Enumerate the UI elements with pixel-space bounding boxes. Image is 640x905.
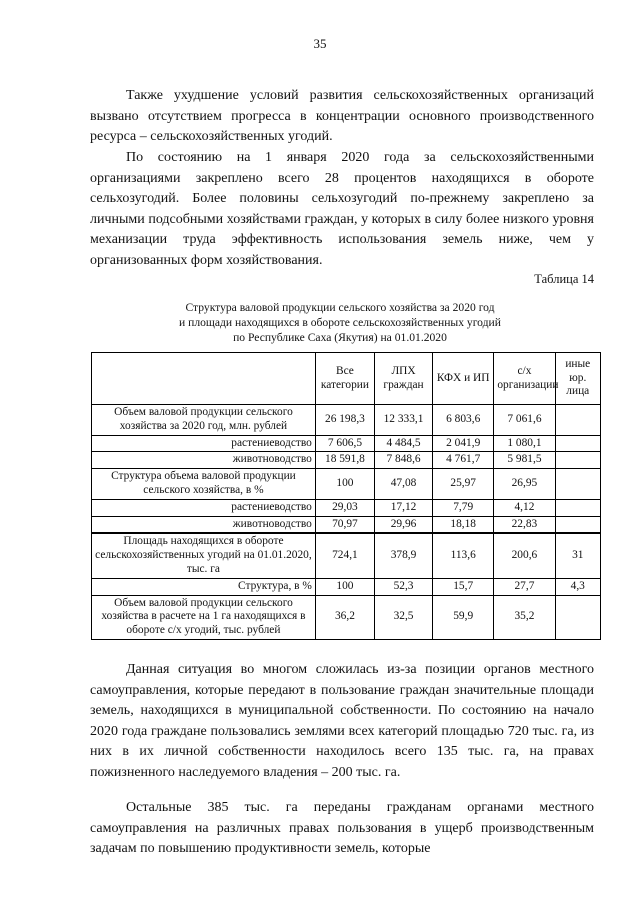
paragraph-1: Также ухудшение условий развития сельскохозяйственных организаций вызвано отсутствием прогресса в концентрации основного производственного ресурса – сельскохозяйственных угодий. — [90, 88, 594, 145]
table-label: Таблица 14 — [534, 272, 594, 286]
table-cell: 4,12 — [494, 499, 555, 516]
table-cell: 2 041,9 — [433, 435, 494, 452]
header-cell: Все категории — [315, 353, 374, 405]
table-cell: 6 803,6 — [433, 405, 494, 436]
paragraph-3: Данная ситуация во многом сложилась из-за позиции органов местного самоуправления, которые передают в пользование граждан значительные площади земель, находящихся в муниципальной собственности. По состоянию на начало 2020 года граждане пользовались землями всех категорий площадью 720 тыс. га, из них в их личной собственности находилось всего 135 тыс. га, на правах пожизненного наследуемого владения – 200 тыс. га. — [90, 662, 594, 780]
table-cell: 5 981,5 — [494, 452, 555, 469]
table-cell — [555, 595, 600, 639]
row-label: растениеводство — [92, 499, 316, 516]
row-label: животноводство — [92, 516, 316, 533]
table-cell: 70,97 — [315, 516, 374, 533]
table-cell: 29,96 — [375, 516, 433, 533]
table-cell: 32,5 — [375, 595, 433, 639]
table-cell: 35,2 — [494, 595, 555, 639]
row-label: Структура объема валовой продукции сельского хозяйства, в % — [92, 469, 316, 500]
table-row — [92, 516, 601, 533]
table-row — [92, 452, 601, 469]
data-table — [91, 352, 601, 640]
table-row — [92, 469, 601, 500]
table-cell: 52,3 — [375, 578, 433, 595]
table-cell: 17,12 — [375, 499, 433, 516]
table-header-row — [92, 353, 601, 405]
table-row — [92, 595, 601, 639]
table-cell: 36,2 — [315, 595, 374, 639]
row-label: Объем валовой продукции сельского хозяйства за 2020 год, млн. рублей — [92, 405, 316, 436]
table-cell: 27,7 — [494, 578, 555, 595]
table-row — [92, 499, 601, 516]
table-cell: 59,9 — [433, 595, 494, 639]
table-row — [92, 405, 601, 436]
table-cell: 15,7 — [433, 578, 494, 595]
table-cell: 18,18 — [433, 516, 494, 533]
table-row — [92, 533, 601, 578]
table-cell — [555, 469, 600, 500]
table-title-line-3: по Республике Саха (Якутия) на 01.01.2020 — [233, 331, 447, 344]
header-cell: с/х организации — [494, 353, 555, 405]
table-title — [90, 300, 590, 345]
table-cell — [555, 516, 600, 533]
table-cell: 18 591,8 — [315, 452, 374, 469]
table-title-line-2: и площади находящихся в обороте сельскохозяйственных угодий — [179, 316, 501, 329]
table-cell: 22,83 — [494, 516, 555, 533]
page-number: 35 — [313, 36, 327, 51]
header-cell: иные юр. лица — [555, 353, 600, 405]
table-cell: 724,1 — [315, 533, 374, 578]
table-cell: 7,79 — [433, 499, 494, 516]
header-cell: КФХ и ИП — [433, 353, 494, 405]
table-cell: 4 484,5 — [375, 435, 433, 452]
row-label: Объем валовой продукции сельского хозяйства в расчете на 1 га находящихся в обороте с/х угодий, тыс. рублей — [92, 595, 316, 639]
table-cell: 25,97 — [433, 469, 494, 500]
table-cell: 113,6 — [433, 533, 494, 578]
paragraph-4: Остальные 385 тыс. га переданы гражданам органами местного самоуправления на различных правах пользования в ущерб производственным задачам по повышению продуктивности земель, которые — [90, 800, 594, 857]
table-cell: 1 080,1 — [494, 435, 555, 452]
table-cell — [555, 499, 600, 516]
table-cell: 7 061,6 — [494, 405, 555, 436]
table-cell: 7 848,6 — [375, 452, 433, 469]
table-cell: 47,08 — [375, 469, 433, 500]
table-cell: 4 761,7 — [433, 452, 494, 469]
table-cell: 100 — [315, 578, 374, 595]
table-cell: 7 606,5 — [315, 435, 374, 452]
table-cell: 100 — [315, 469, 374, 500]
header-cell: ЛПХ граждан — [375, 353, 433, 405]
table-row — [92, 578, 601, 595]
table-cell — [555, 435, 600, 452]
table-cell: 31 — [555, 533, 600, 578]
table-cell — [555, 452, 600, 469]
table-row — [92, 435, 601, 452]
table-cell: 378,9 — [375, 533, 433, 578]
row-label: Площадь находящихся в обороте сельскохозяйственных угодий на 01.01.2020, тыс. га — [92, 533, 316, 578]
header-cell — [92, 353, 316, 405]
row-label: животноводство — [92, 452, 316, 469]
table-cell — [555, 405, 600, 436]
table-cell: 26,95 — [494, 469, 555, 500]
row-label: Структура, в % — [92, 578, 316, 595]
table-title-line-1: Структура валовой продукции сельского хозяйства за 2020 год — [185, 301, 495, 314]
table-cell: 26 198,3 — [315, 405, 374, 436]
table-cell: 29,03 — [315, 499, 374, 516]
table-cell: 200,6 — [494, 533, 555, 578]
table-cell: 12 333,1 — [375, 405, 433, 436]
row-label: растениеводство — [92, 435, 316, 452]
table-cell: 4,3 — [555, 578, 600, 595]
paragraph-2: По состоянию на 1 января 2020 года за сельскохозяйственными организациями закреплено всего 28 процентов находящихся в обороте сельхозугодий. Более половины сельхозугодий по-прежнему закреплено за личными подсобными хозяйствами граждан, у которых в силу более низкого уровня механизации труда эффективность использования земель ниже, чем у организованных форм хозяйствования. — [90, 150, 594, 268]
